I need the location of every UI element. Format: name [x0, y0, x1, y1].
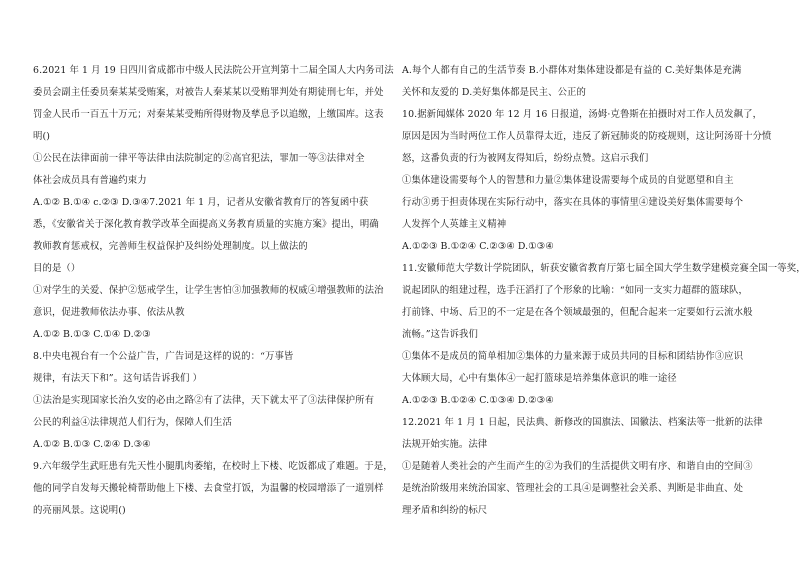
text-line: A.①② B.①③ C.①④ D.②③ — [33, 329, 151, 340]
text-line: 9.六年级学生武旺患有先天性小腿肌肉萎缩，在校时上下楼、吃饭都成了难题。于是， — [33, 461, 393, 472]
text-line: 是统治阶级用来统治国家、管理社会的工具④是调整社会关系、判断是非曲直、处 — [402, 483, 744, 494]
text-line: 他的同学自发每天搬轮椅帮助他上下楼、去食堂打饭，为温馨的校园增添了一道别样 — [33, 483, 384, 494]
text-line: 10.据新闻媒体 2020 年 12 月 16 日报道，汤姆·克鲁斯在拍摄时对工作人员发飙了， — [402, 109, 763, 120]
text-line: 悉，《安徽省关于深化教育教学改革全面提高义务教育质量的实施方案》提出，明确 — [33, 219, 379, 230]
text-line: 大体顾大局，心中有集体④一起打篮球是培养集体意识的唯一途径 — [402, 373, 677, 384]
text-line: 行动③勇于担责体现在实际行动中，落实在具体的事情里④建设美好集体需要每个 — [402, 197, 744, 208]
text-line: A.①② B.①③ C.②④ D.③④ — [33, 439, 151, 450]
text-line: ①是随着人类社会的产生而产生的②为我们的生活提供文明有序、和谐自由的空间③ — [402, 461, 753, 472]
text-line: 目的是（） — [33, 263, 81, 274]
text-line: 法规开始实施。法律 — [402, 439, 488, 450]
text-line: 8.中央电视台有一个公益广告，广告词是这样的说的：“万事皆 — [33, 351, 294, 362]
text-line: 委员会副主任委员秦某某受贿案，对被告人秦某某以受贿罪判处有期徒刑七年，并处 — [33, 87, 384, 98]
text-line: 的亮丽风景。这说明() — [33, 505, 126, 516]
right-column — [402, 60, 806, 522]
text-line: 11.安徽师范大学数计学院团队，斩获安徽省教育厅第七届全国大学生数学建模竞赛全国一等奖， — [402, 263, 806, 274]
text-line: 6.2021 年 1 月 19 日四川省成都市中级人民法院公开宣判第十二届全国人大内务司法 — [33, 65, 394, 76]
text-line: 关怀和友爱的 D.美好集体都是民主、公正的 — [402, 87, 586, 98]
text-line: 明() — [33, 131, 50, 142]
text-line: 打前锋、中场、后卫的不一定是在各个领域最强的，但配合起来一定要如行云流水般 — [402, 307, 753, 318]
text-line: 原因是因为当时两位工作人员靠得太近，违反了新冠肺炎的防疫规则，这让阿汤哥十分愤 — [402, 131, 772, 142]
text-line: 怒，这番负责的行为被网友得知后，纷纷点赞。这启示我们 — [402, 153, 649, 164]
text-line: 意识，促进教师依法办事、依法从教 — [33, 307, 185, 318]
text-line: ①法治是实现国家长治久安的必由之路②有了法律，天下就太平了③法律保护所有 — [33, 395, 375, 406]
text-line: A.①② B.①④ c.②③ D.③④7.2021 年 1 月，记者从安徽省教育厅的答复函中获 — [33, 197, 369, 208]
text-line: 规律，有法天下和”。这句话告诉我们 ） — [33, 373, 203, 384]
text-line: 流畅。”这告诉我们 — [402, 329, 478, 340]
text-line: 教师教育惩戒权，完善师生权益保护及纠纷处理制度。以上做法的 — [33, 241, 308, 252]
text-line: 公民的利益④法律规范人们行为，保障人们生活 — [33, 417, 232, 428]
text-line: ①对学生的关爱、保护②惩戒学生，让学生害怕③加强教师的权威④增强教师的法治 — [33, 285, 384, 296]
text-line: ①集体建设需要每个人的智慧和力量②集体建设需要每个成员的自觉愿望和自主 — [402, 175, 734, 186]
text-line: 说起团队的组建过程，选手汪滔打了个形象的比喻：“如同一支实力超群的篮球队， — [402, 285, 748, 296]
text-line: ①公民在法律面前一律平等法律由法院制定的②高官犯法，罪加一等③法律对全 — [33, 153, 365, 164]
text-line: A.①②③ B.①②④ C.②③④ D.①③④ — [402, 241, 554, 252]
text-line: 理矛盾和纠纷的标尺 — [402, 505, 488, 516]
text-line: 罚金人民币一百五十万元；对秦某某受贿所得财物及孳息予以追缴，上缴国库。这表 — [33, 109, 384, 120]
text-line: 体社会成员具有普遍约束力 — [33, 175, 147, 186]
text-line: 12.2021 年 1 月 1 日起，民法典、新修改的国旗法、国徽法、档案法等一批新的法律 — [402, 417, 763, 428]
left-column — [33, 60, 394, 522]
text-line: A.每个人都有自己的生活节奏 B.小群体对集体建设都是有益的 C.美好集体是充满 — [402, 65, 742, 76]
text-line: A.①②③ B.①②④ C.①③④ D.②③④ — [402, 395, 554, 406]
text-line: 人发挥个人英雄主义精神 — [402, 219, 507, 230]
text-line: ①集体不是成员的简单相加②集体的力量来源于成员共同的目标和团结协作③应识 — [402, 351, 744, 362]
